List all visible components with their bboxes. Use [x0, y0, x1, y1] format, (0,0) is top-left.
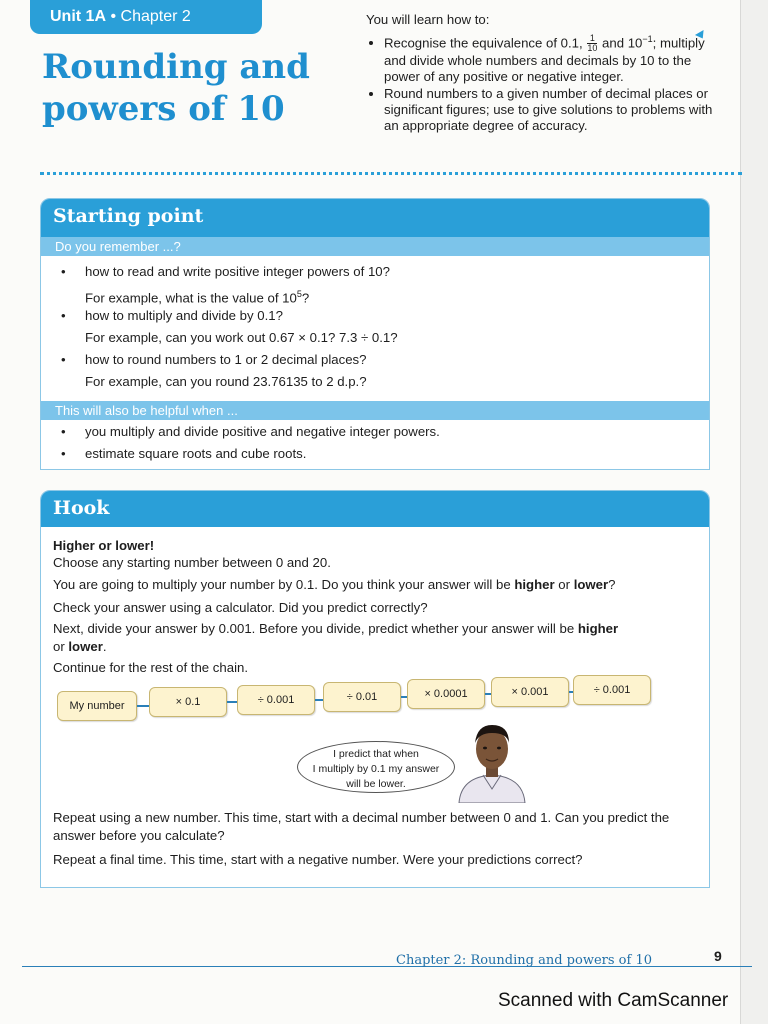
bullet: • [61, 446, 66, 461]
hook-text: Next, divide your answer by 0.001. Before you divide, predict whether your answer will be [53, 621, 578, 636]
hook-instruction [53, 576, 693, 594]
bullet: • [61, 264, 66, 279]
hook-title: Hook [53, 497, 110, 519]
hook-instruction: Repeat a final time. This time, start with a negative number. Were your predictions correct? [53, 852, 583, 867]
hook-text: ? [608, 577, 616, 592]
hook-instruction: Continue for the rest of the chain. [53, 660, 248, 675]
fraction-denominator: 10 [587, 43, 598, 54]
hook-panel [40, 490, 710, 888]
dotted-divider [40, 172, 742, 175]
page-edge [740, 0, 768, 1024]
footer-chapter-title: Chapter 2: Rounding and powers of 10 [396, 953, 652, 968]
example-text: ? [301, 290, 310, 306]
starting-point-title: Starting point [53, 205, 204, 227]
speech-text: I predict that when [333, 748, 419, 760]
chapter-title [42, 46, 342, 130]
list-item [61, 349, 681, 371]
list-item [61, 261, 681, 283]
example-text: For example, what is the value of 10 [85, 290, 297, 306]
remember-text: how to multiply and divide by 0.1? [85, 308, 283, 323]
hook-text: or [53, 639, 69, 654]
hook-header [41, 491, 709, 527]
fraction-one-tenth [587, 34, 597, 53]
hook-text: You are going to multiply your number by 0.1. Do you think your answer will be [53, 577, 515, 592]
chain-box: × 0.0001 [407, 679, 485, 709]
objective-text: ; multiply and divide whole numbers and decimals by 10 to the power of any positive or negative integer. [384, 35, 705, 85]
hook-instruction [53, 620, 693, 656]
objective-text: Recognise the equivalence of 0.1, [384, 35, 583, 51]
remember-text: how to round numbers to 1 or 2 decimal places? [85, 352, 367, 367]
hook-instruction: Choose any starting number between 0 and 20. [53, 555, 331, 570]
objective-text: and 10 [602, 35, 643, 51]
unit-chapter-tab [30, 0, 262, 34]
emphasis-lower: lower [68, 639, 103, 654]
chapter-title-line2: powers of 10 [42, 89, 285, 129]
hook-text: or [554, 577, 574, 592]
chain-box: ÷ 0.01 [323, 682, 401, 712]
exponent: 5 [296, 289, 302, 299]
hook-text: . [102, 639, 107, 654]
objective-item: • Round numbers to a given number of decimal places or significant figures; use to give solutions to problems with an appropriate degree of accuracy. [384, 86, 716, 134]
remember-text: how to read and write positive integer powers of 10? [85, 264, 390, 279]
chapter-label: Chapter 2 [120, 8, 191, 25]
unit-label: Unit 1A [50, 8, 106, 25]
hook-subtitle: Higher or lower! [53, 538, 155, 553]
starting-point-panel [40, 198, 710, 470]
starting-point-header [41, 199, 709, 237]
speech-text: will be lower. [346, 778, 406, 790]
speech-text: I multiply by 0.1 my answer [312, 763, 440, 775]
emphasis-higher: higher [577, 621, 619, 636]
fraction-numerator: 1 [587, 34, 597, 44]
page-number: 9 [714, 948, 722, 964]
example-line: For example, can you round 23.76135 to 2 d.p.? [85, 374, 367, 389]
objectives-intro: You will learn how to: [366, 12, 490, 27]
chapter-title-line1: Rounding and [42, 47, 310, 87]
remember-label: Do you remember ...? [41, 237, 709, 256]
student-illustration [453, 719, 531, 803]
example-line: For example, can you work out 0.67 × 0.1? 7.3 ÷ 0.1? [85, 330, 398, 345]
objective-item [384, 31, 716, 85]
bullet: • [61, 352, 66, 367]
list-item [61, 443, 681, 465]
helpful-label: This will also be helpful when ... [41, 401, 709, 420]
chain-box-end: ÷ 0.001 [573, 675, 651, 705]
exponent: −1 [642, 34, 653, 44]
hook-instruction: Check your answer using a calculator. Did you predict correctly? [53, 600, 428, 615]
bullet: • [61, 424, 66, 439]
list-item [61, 421, 681, 443]
learning-objectives [366, 12, 716, 135]
chain-box: × 0.001 [491, 677, 569, 707]
helpful-text: you multiply and divide positive and negative integer powers. [85, 424, 440, 439]
bullet: • [61, 308, 66, 323]
chain-box-start: My number [57, 691, 137, 721]
emphasis-higher: higher [514, 577, 555, 592]
speech-bubble [297, 741, 455, 793]
hook-instruction: Repeat using a new number. This time, start with a decimal number between 0 and 1. Can you predict the answer before you calculate? [53, 810, 670, 843]
list-item [61, 305, 681, 327]
emphasis-lower: lower [573, 577, 609, 592]
chain-box: × 0.1 [149, 687, 227, 717]
chain-box: ÷ 0.001 [237, 685, 315, 715]
unit-separator: • [110, 8, 117, 25]
helpful-text: estimate square roots and cube roots. [85, 446, 307, 461]
scanner-watermark: Scanned with CamScanner [498, 990, 729, 1011]
